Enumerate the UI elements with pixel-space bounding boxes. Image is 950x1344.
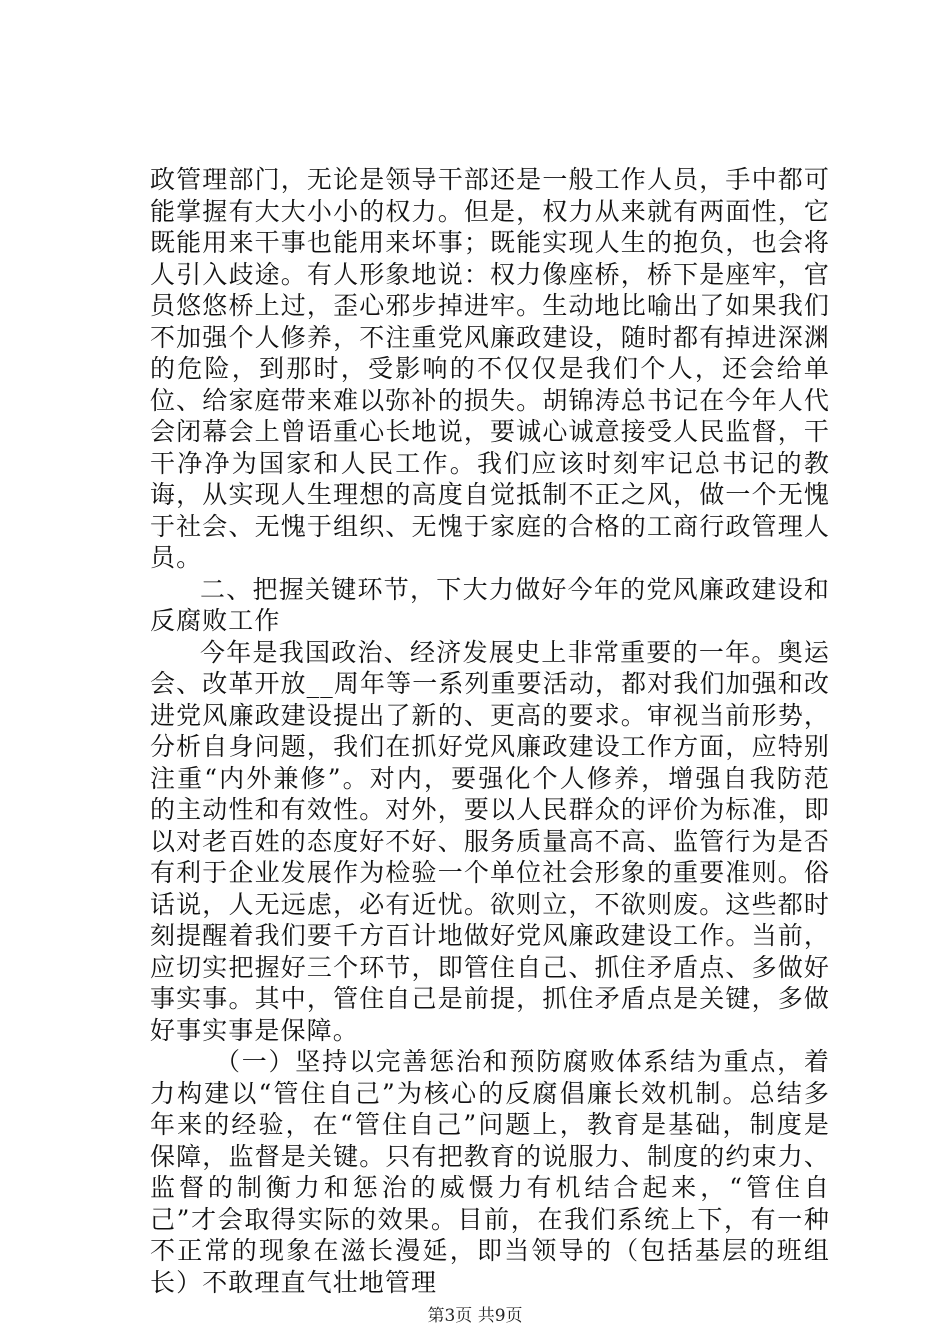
paragraph-power-duality: 政管理部门，无论是领导干部还是一般工作人员，手中都可能掌握有大大小小的权力。但是，权力从来就有两面性，它既能用来干事也能用来坏事；既能实现人生的抱负，也会将人引入歧途。有人形象地说：权力像座桥，桥下是座牢，官员悠悠桥上过，歪心邪步掉进牢。生动地比喻出了如果我们不加强个人修养，不注重党风廉政建设，随时都有掉进深渊的危险，到那时，受影响的不仅仅是我们个人，还会给单位、给家庭带来难以弥补的损失。胡锦涛总书记在今年人代会闭幕会上曾语重心长地说，要诚心诚意接受人民监督，干干净净为国家和人民工作。我们应该时刻牢记总书记的教诲，从实现人生理想的高度自觉抵制不正之风，做一个无愧于社会、无愧于组织、无愧于家庭的合格的工商行政管理人员。 bbox=[150, 165, 830, 572]
document-body bbox=[150, 164, 830, 1298]
page-footer: 第3页 共9页 bbox=[427, 1306, 523, 1326]
paragraph-subsection-one: （一）坚持以完善惩治和预防腐败体系结为重点，着力构建以“管住自己”为核心的反腐倡廉长效机制。总结多年来的经验，在“管住自己”问题上，教育是基础，制度是保障，监督是关键。只有把教育的说服力、制度的约束力、监督的制衡力和惩治的威慑力有机结合起来，“管住自己”才会取得实际的效果。目前，在我们系统上下，有一种不正常的现象在滋长漫延，即当领导的（包括基层的班组长）不敢理直气壮地管理 bbox=[150, 1047, 830, 1297]
paragraph-this-year: 今年是我国政治、经济发展史上非常重要的一年。奥运会、改革开放__周年等一系列重要活动，都对我们加强和改进党风廉政建设提出了新的、更高的要求。审视当前形势，分析自身问题，我们在抓好党风廉政建设工作方面，应特别注重“内外兼修”。对内，要强化个人修养，增强自我防范的主动性和有效性。对外，要以人民群众的评价为标准，即以对老百姓的态度好不好、服务质量高不高、监管行为是否有利于企业发展作为检验一个单位社会形象的重要准则。俗话说，人无远虑，必有近忧。欲则立，不欲则废。这些都时刻提醒着我们要千方百计地做好党风廉政建设工作。当前，应切实把握好三个环节，即管住自己、抓住矛盾点、多做好事实事。其中，管住自己是前提，抓住矛盾点是关键，多做好事实事是保障。 bbox=[150, 637, 830, 1045]
section-heading-two: 二、把握关键环节，下大力做好今年的党风廉政建设和反腐败工作 bbox=[150, 574, 830, 635]
